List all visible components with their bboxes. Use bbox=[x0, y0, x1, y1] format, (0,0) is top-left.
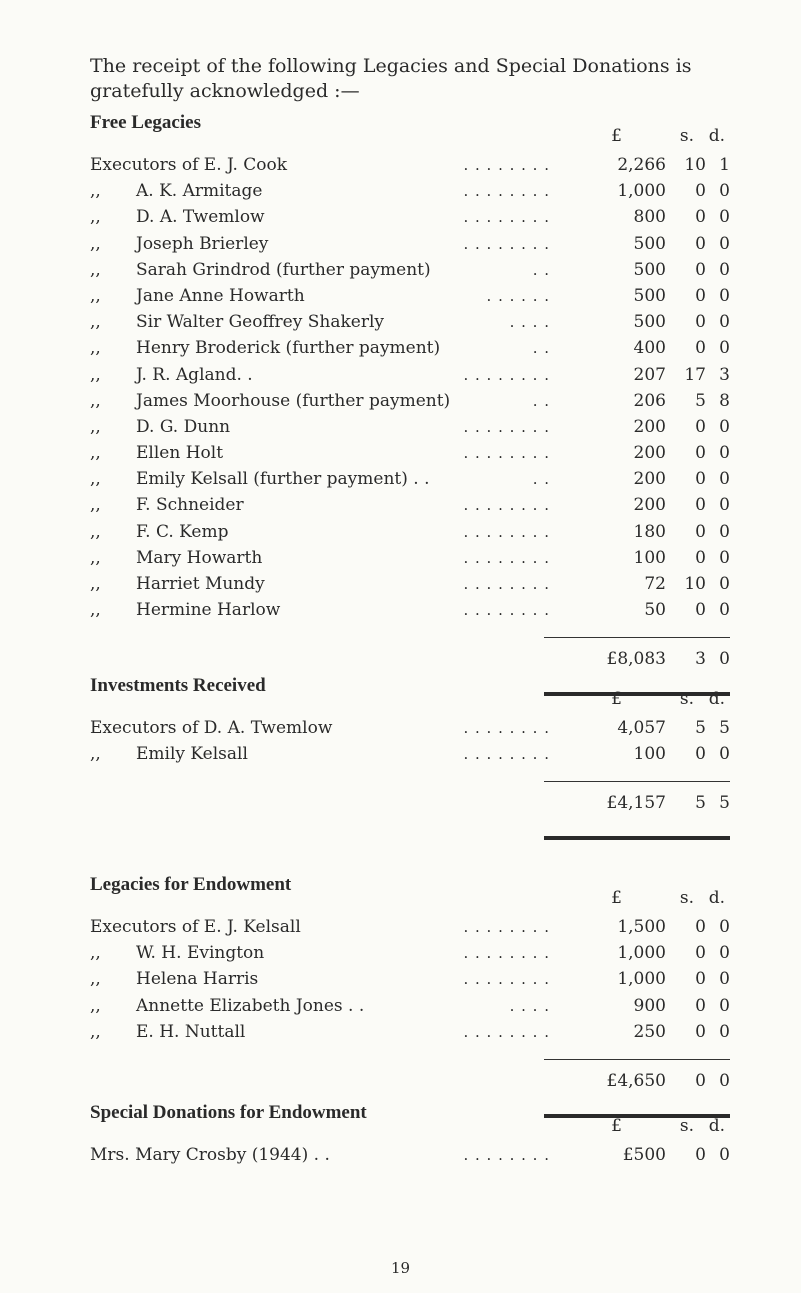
ledger-row bbox=[90, 283, 730, 309]
pence-heading: d. bbox=[708, 888, 725, 908]
ledger-row bbox=[90, 940, 730, 966]
entry-name: Joseph Brierley bbox=[136, 233, 269, 254]
ditto-mark: ,, bbox=[90, 285, 101, 306]
amount-pounds: 1,000 bbox=[617, 181, 666, 202]
ledger-row bbox=[90, 231, 730, 257]
ditto-mark: ,, bbox=[90, 390, 101, 411]
leader-dots: . . . . . . . . bbox=[463, 444, 550, 463]
leader-dots: . . . . . . bbox=[486, 286, 550, 305]
amount-pounds: 200 bbox=[633, 416, 666, 437]
ledger-section bbox=[90, 675, 730, 840]
amount-pence: 0 bbox=[719, 338, 730, 359]
amount-pounds: 500 bbox=[633, 312, 666, 333]
entry-name: Executors of D. A. Twemlow bbox=[90, 718, 333, 738]
amount-shillings: 0 bbox=[695, 207, 706, 228]
shillings-heading: s. bbox=[679, 126, 694, 146]
amount-shillings: 0 bbox=[695, 312, 706, 333]
amount-shillings: 0 bbox=[695, 600, 706, 621]
ledger-row bbox=[90, 597, 730, 623]
amount-pounds: 200 bbox=[633, 495, 666, 516]
amount-pence: 0 bbox=[719, 969, 730, 990]
section-title: Investments Received bbox=[90, 675, 266, 696]
entry-name: J. R. Agland. . bbox=[136, 364, 253, 385]
leader-dots: . . . . bbox=[509, 996, 550, 1015]
amount-pounds: 200 bbox=[633, 443, 666, 464]
shillings-heading: s. bbox=[679, 1116, 694, 1136]
total-row bbox=[90, 1066, 730, 1096]
amount-pence: 0 bbox=[719, 416, 730, 437]
amount-shillings: 0 bbox=[695, 233, 706, 254]
total-shillings: 5 bbox=[695, 793, 706, 814]
amount-pence: 0 bbox=[719, 943, 730, 964]
leader-dots: . . . . . . . . bbox=[463, 970, 550, 989]
amount-pounds: 400 bbox=[633, 338, 666, 359]
amount-shillings: 10 bbox=[684, 574, 706, 594]
amount-pence: 5 bbox=[719, 718, 730, 738]
amount-shillings: 0 bbox=[695, 416, 706, 437]
ditto-mark: ,, bbox=[90, 995, 101, 1016]
leader-dots: . . . . . . . . bbox=[463, 719, 550, 737]
amount-shillings: 0 bbox=[695, 744, 706, 765]
section-header bbox=[90, 1102, 730, 1142]
amount-shillings: 0 bbox=[695, 443, 706, 464]
ditto-mark: ,, bbox=[90, 469, 101, 490]
amount-pence: 0 bbox=[719, 1021, 730, 1042]
entry-name: Harriet Mundy bbox=[136, 574, 265, 594]
amount-pounds: 500 bbox=[633, 233, 666, 254]
amount-pence: 3 bbox=[719, 364, 730, 385]
amount-shillings: 0 bbox=[695, 917, 706, 937]
ditto-mark: ,, bbox=[90, 495, 101, 516]
amount-shillings: 0 bbox=[695, 338, 706, 359]
shillings-heading: s. bbox=[679, 888, 694, 908]
entry-name: Executors of E. J. Kelsall bbox=[90, 917, 301, 937]
amount-pounds: 2,266 bbox=[617, 155, 666, 175]
entry-name: D. G. Dunn bbox=[136, 416, 231, 437]
amount-pence: 0 bbox=[719, 469, 730, 490]
amount-shillings: 0 bbox=[695, 995, 706, 1016]
leader-dots: . . . . . . . . bbox=[463, 918, 550, 936]
ledger-row bbox=[90, 741, 730, 767]
leader-dots: . . . . bbox=[509, 313, 550, 332]
amount-shillings: 5 bbox=[695, 718, 706, 738]
entry-name: Ellen Holt bbox=[136, 443, 224, 464]
amount-shillings: 17 bbox=[684, 364, 706, 385]
pounds-heading: £ bbox=[611, 689, 622, 709]
entry-name: Emily Kelsall bbox=[136, 744, 248, 765]
amount-pounds: 1,000 bbox=[617, 943, 666, 964]
amount-pence: 0 bbox=[719, 207, 730, 228]
ditto-mark: ,, bbox=[90, 943, 101, 964]
ledger-row bbox=[90, 414, 730, 440]
total-rule bbox=[544, 637, 730, 638]
amount-pounds: 180 bbox=[633, 521, 666, 542]
leader-dots: . . bbox=[532, 260, 550, 279]
entry-name: Emily Kelsall (further payment) . . bbox=[136, 469, 430, 490]
amount-shillings: 0 bbox=[695, 943, 706, 964]
total-pounds: £8,083 bbox=[606, 649, 666, 670]
entry-name: A. K. Armitage bbox=[136, 181, 263, 202]
amount-pounds: 900 bbox=[633, 995, 666, 1016]
ledger-row bbox=[90, 388, 730, 414]
amount-pence: 0 bbox=[719, 495, 730, 516]
total-row bbox=[90, 788, 730, 818]
amount-pounds: 500 bbox=[633, 259, 666, 280]
total-pence: 0 bbox=[719, 1070, 730, 1091]
amount-pounds: 100 bbox=[633, 744, 666, 765]
entry-name: Jane Anne Howarth bbox=[136, 285, 305, 306]
amount-pounds: 200 bbox=[633, 469, 666, 490]
ditto-mark: ,, bbox=[90, 259, 101, 280]
amount-pence: 0 bbox=[719, 995, 730, 1016]
amount-pounds: 250 bbox=[633, 1021, 666, 1042]
entry-name: F. Schneider bbox=[136, 495, 244, 516]
pounds-heading: £ bbox=[611, 1116, 622, 1136]
amount-pounds: 206 bbox=[633, 390, 666, 411]
leader-dots: . . . . . . . . bbox=[463, 365, 550, 384]
ledger-row bbox=[90, 519, 730, 545]
amount-pounds: 4,057 bbox=[617, 718, 666, 738]
leader-dots: . . bbox=[532, 391, 550, 410]
amount-pence: 0 bbox=[719, 744, 730, 765]
total-rule bbox=[544, 1059, 730, 1060]
ledger-row bbox=[90, 362, 730, 388]
shillings-heading: s. bbox=[679, 689, 694, 709]
total-pence: 5 bbox=[719, 793, 730, 814]
amount-pounds: 800 bbox=[633, 207, 666, 228]
leader-dots: . . . . . . . . bbox=[463, 548, 550, 567]
amount-shillings: 0 bbox=[695, 1145, 706, 1165]
ditto-mark: ,, bbox=[90, 233, 101, 254]
amount-pounds: 50 bbox=[644, 600, 666, 621]
leader-dots: . . . . . . . . bbox=[463, 1022, 550, 1041]
pounds-heading: £ bbox=[611, 888, 622, 908]
ditto-mark: ,, bbox=[90, 969, 101, 990]
amount-shillings: 0 bbox=[695, 521, 706, 542]
leader-dots: . . . . . . . . bbox=[463, 745, 550, 764]
ditto-mark: ,, bbox=[90, 181, 101, 202]
leader-dots: . . . . . . . . bbox=[463, 156, 550, 174]
leader-dots: . . . . . . . . bbox=[463, 522, 550, 541]
section-title: Legacies for Endowment bbox=[90, 874, 292, 895]
leader-dots: . . . . . . . . bbox=[463, 417, 550, 436]
amount-pence: 0 bbox=[719, 917, 730, 937]
leader-dots: . . . . . . . . bbox=[463, 1146, 550, 1164]
amount-pence: 8 bbox=[719, 390, 730, 411]
entry-name: F. C. Kemp bbox=[136, 521, 229, 542]
amount-pence: 0 bbox=[719, 285, 730, 306]
double-rule bbox=[544, 836, 730, 840]
amount-pence: 0 bbox=[719, 259, 730, 280]
ledger-row bbox=[90, 1019, 730, 1045]
leader-dots: . . . . . . . . bbox=[463, 496, 550, 515]
ledger-row bbox=[90, 993, 730, 1019]
entry-name: Sir Walter Geoffrey Shakerly bbox=[136, 312, 385, 333]
amount-shillings: 0 bbox=[695, 285, 706, 306]
amount-pence: 0 bbox=[719, 547, 730, 568]
section-title: Free Legacies bbox=[90, 112, 201, 133]
entry-name: Helena Harris bbox=[136, 969, 259, 990]
total-shillings: 0 bbox=[695, 1070, 706, 1091]
amount-shillings: 0 bbox=[695, 1021, 706, 1042]
amount-shillings: 0 bbox=[695, 969, 706, 990]
entry-name: Executors of E. J. Cook bbox=[90, 155, 288, 175]
pence-heading: d. bbox=[708, 689, 725, 709]
section-header bbox=[90, 112, 730, 152]
ledger-row bbox=[90, 914, 730, 940]
ditto-mark: ,, bbox=[90, 574, 101, 594]
amount-shillings: 0 bbox=[695, 259, 706, 280]
ditto-mark: ,, bbox=[90, 338, 101, 359]
amount-pence: 0 bbox=[719, 312, 730, 333]
amount-pence: 0 bbox=[719, 600, 730, 621]
total-row bbox=[90, 644, 730, 674]
pounds-heading: £ bbox=[611, 126, 622, 146]
amount-pounds: £500 bbox=[622, 1145, 666, 1165]
entry-name: Annette Elizabeth Jones . . bbox=[136, 995, 365, 1016]
amount-pounds: 1,000 bbox=[617, 969, 666, 990]
amount-pence: 0 bbox=[719, 443, 730, 464]
ditto-mark: ,, bbox=[90, 207, 101, 228]
amount-shillings: 0 bbox=[695, 547, 706, 568]
ledger-row bbox=[90, 335, 730, 361]
ledger-row bbox=[90, 440, 730, 466]
ledger-row bbox=[90, 309, 730, 335]
ledger-row bbox=[90, 492, 730, 518]
ledger-row bbox=[90, 152, 730, 178]
amount-pence: 1 bbox=[719, 155, 730, 175]
intro-text: The receipt of the following Legacies and Special Donations is gratefully acknowledged :— bbox=[90, 55, 692, 102]
section-header bbox=[90, 675, 730, 715]
ledger-row bbox=[90, 257, 730, 283]
entry-name: D. A. Twemlow bbox=[136, 207, 265, 228]
amount-pence: 0 bbox=[719, 233, 730, 254]
ditto-mark: ,, bbox=[90, 547, 101, 568]
ditto-mark: ,, bbox=[90, 744, 101, 765]
ledger-row bbox=[90, 1142, 730, 1168]
ditto-mark: ,, bbox=[90, 1021, 101, 1042]
ledger-row bbox=[90, 571, 730, 597]
leader-dots: . . . . . . . . bbox=[463, 601, 550, 620]
amount-pounds: 100 bbox=[633, 547, 666, 568]
total-pounds: £4,157 bbox=[606, 793, 666, 814]
total-shillings: 3 bbox=[695, 649, 706, 670]
amount-pounds: 1,500 bbox=[617, 917, 666, 937]
amount-shillings: 0 bbox=[695, 181, 706, 202]
entry-name: James Moorhouse (further payment) bbox=[136, 390, 451, 411]
ledger-row bbox=[90, 178, 730, 204]
ledger-row bbox=[90, 715, 730, 741]
amount-pence: 0 bbox=[719, 1145, 730, 1165]
ditto-mark: ,, bbox=[90, 521, 101, 542]
leader-dots: . . . . . . . . bbox=[463, 575, 550, 593]
ledger-row bbox=[90, 204, 730, 230]
total-rule bbox=[544, 781, 730, 782]
leader-dots: . . . . . . . . bbox=[463, 208, 550, 227]
ledger-section bbox=[90, 874, 730, 1118]
total-pounds: £4,650 bbox=[606, 1070, 666, 1091]
leader-dots: . . bbox=[532, 339, 550, 358]
leader-dots: . . . . . . . . bbox=[463, 234, 550, 253]
entry-name: Henry Broderick (further payment) bbox=[136, 338, 441, 359]
entry-name: Mrs. Mary Crosby (1944) . . bbox=[90, 1145, 330, 1165]
amount-shillings: 0 bbox=[695, 469, 706, 490]
amount-pounds: 207 bbox=[633, 364, 666, 385]
amount-pounds: 72 bbox=[644, 574, 666, 594]
amount-pence: 0 bbox=[719, 574, 730, 594]
section-header bbox=[90, 874, 730, 914]
ditto-mark: ,, bbox=[90, 600, 101, 621]
ledger-row bbox=[90, 466, 730, 492]
section-title: Special Donations for Endowment bbox=[90, 1102, 367, 1123]
amount-shillings: 5 bbox=[695, 390, 706, 411]
ditto-mark: ,, bbox=[90, 443, 101, 464]
entry-name: W. H. Evington bbox=[136, 943, 265, 964]
ledger-section bbox=[90, 1102, 730, 1168]
ditto-mark: ,, bbox=[90, 312, 101, 333]
pence-heading: d. bbox=[708, 126, 725, 146]
total-pence: 0 bbox=[719, 649, 730, 670]
leader-dots: . . . . . . . . bbox=[463, 182, 550, 201]
ditto-mark: ,, bbox=[90, 416, 101, 437]
entry-name: Hermine Harlow bbox=[136, 600, 281, 621]
amount-shillings: 0 bbox=[695, 495, 706, 516]
ledger-row bbox=[90, 966, 730, 992]
amount-pounds: 500 bbox=[633, 285, 666, 306]
amount-pence: 0 bbox=[719, 521, 730, 542]
amount-pence: 0 bbox=[719, 181, 730, 202]
leader-dots: . . bbox=[532, 470, 550, 489]
leader-dots: . . . . . . . . bbox=[463, 944, 550, 963]
ledger-row bbox=[90, 545, 730, 571]
entry-name: E. H. Nuttall bbox=[136, 1021, 246, 1042]
ditto-mark: ,, bbox=[90, 364, 101, 385]
ledger-section bbox=[90, 112, 730, 696]
entry-name: Sarah Grindrod (further payment) bbox=[136, 259, 431, 280]
pence-heading: d. bbox=[708, 1116, 725, 1136]
page-number: 19 bbox=[390, 1259, 411, 1277]
amount-shillings: 10 bbox=[684, 155, 706, 175]
entry-name: Mary Howarth bbox=[136, 547, 263, 568]
